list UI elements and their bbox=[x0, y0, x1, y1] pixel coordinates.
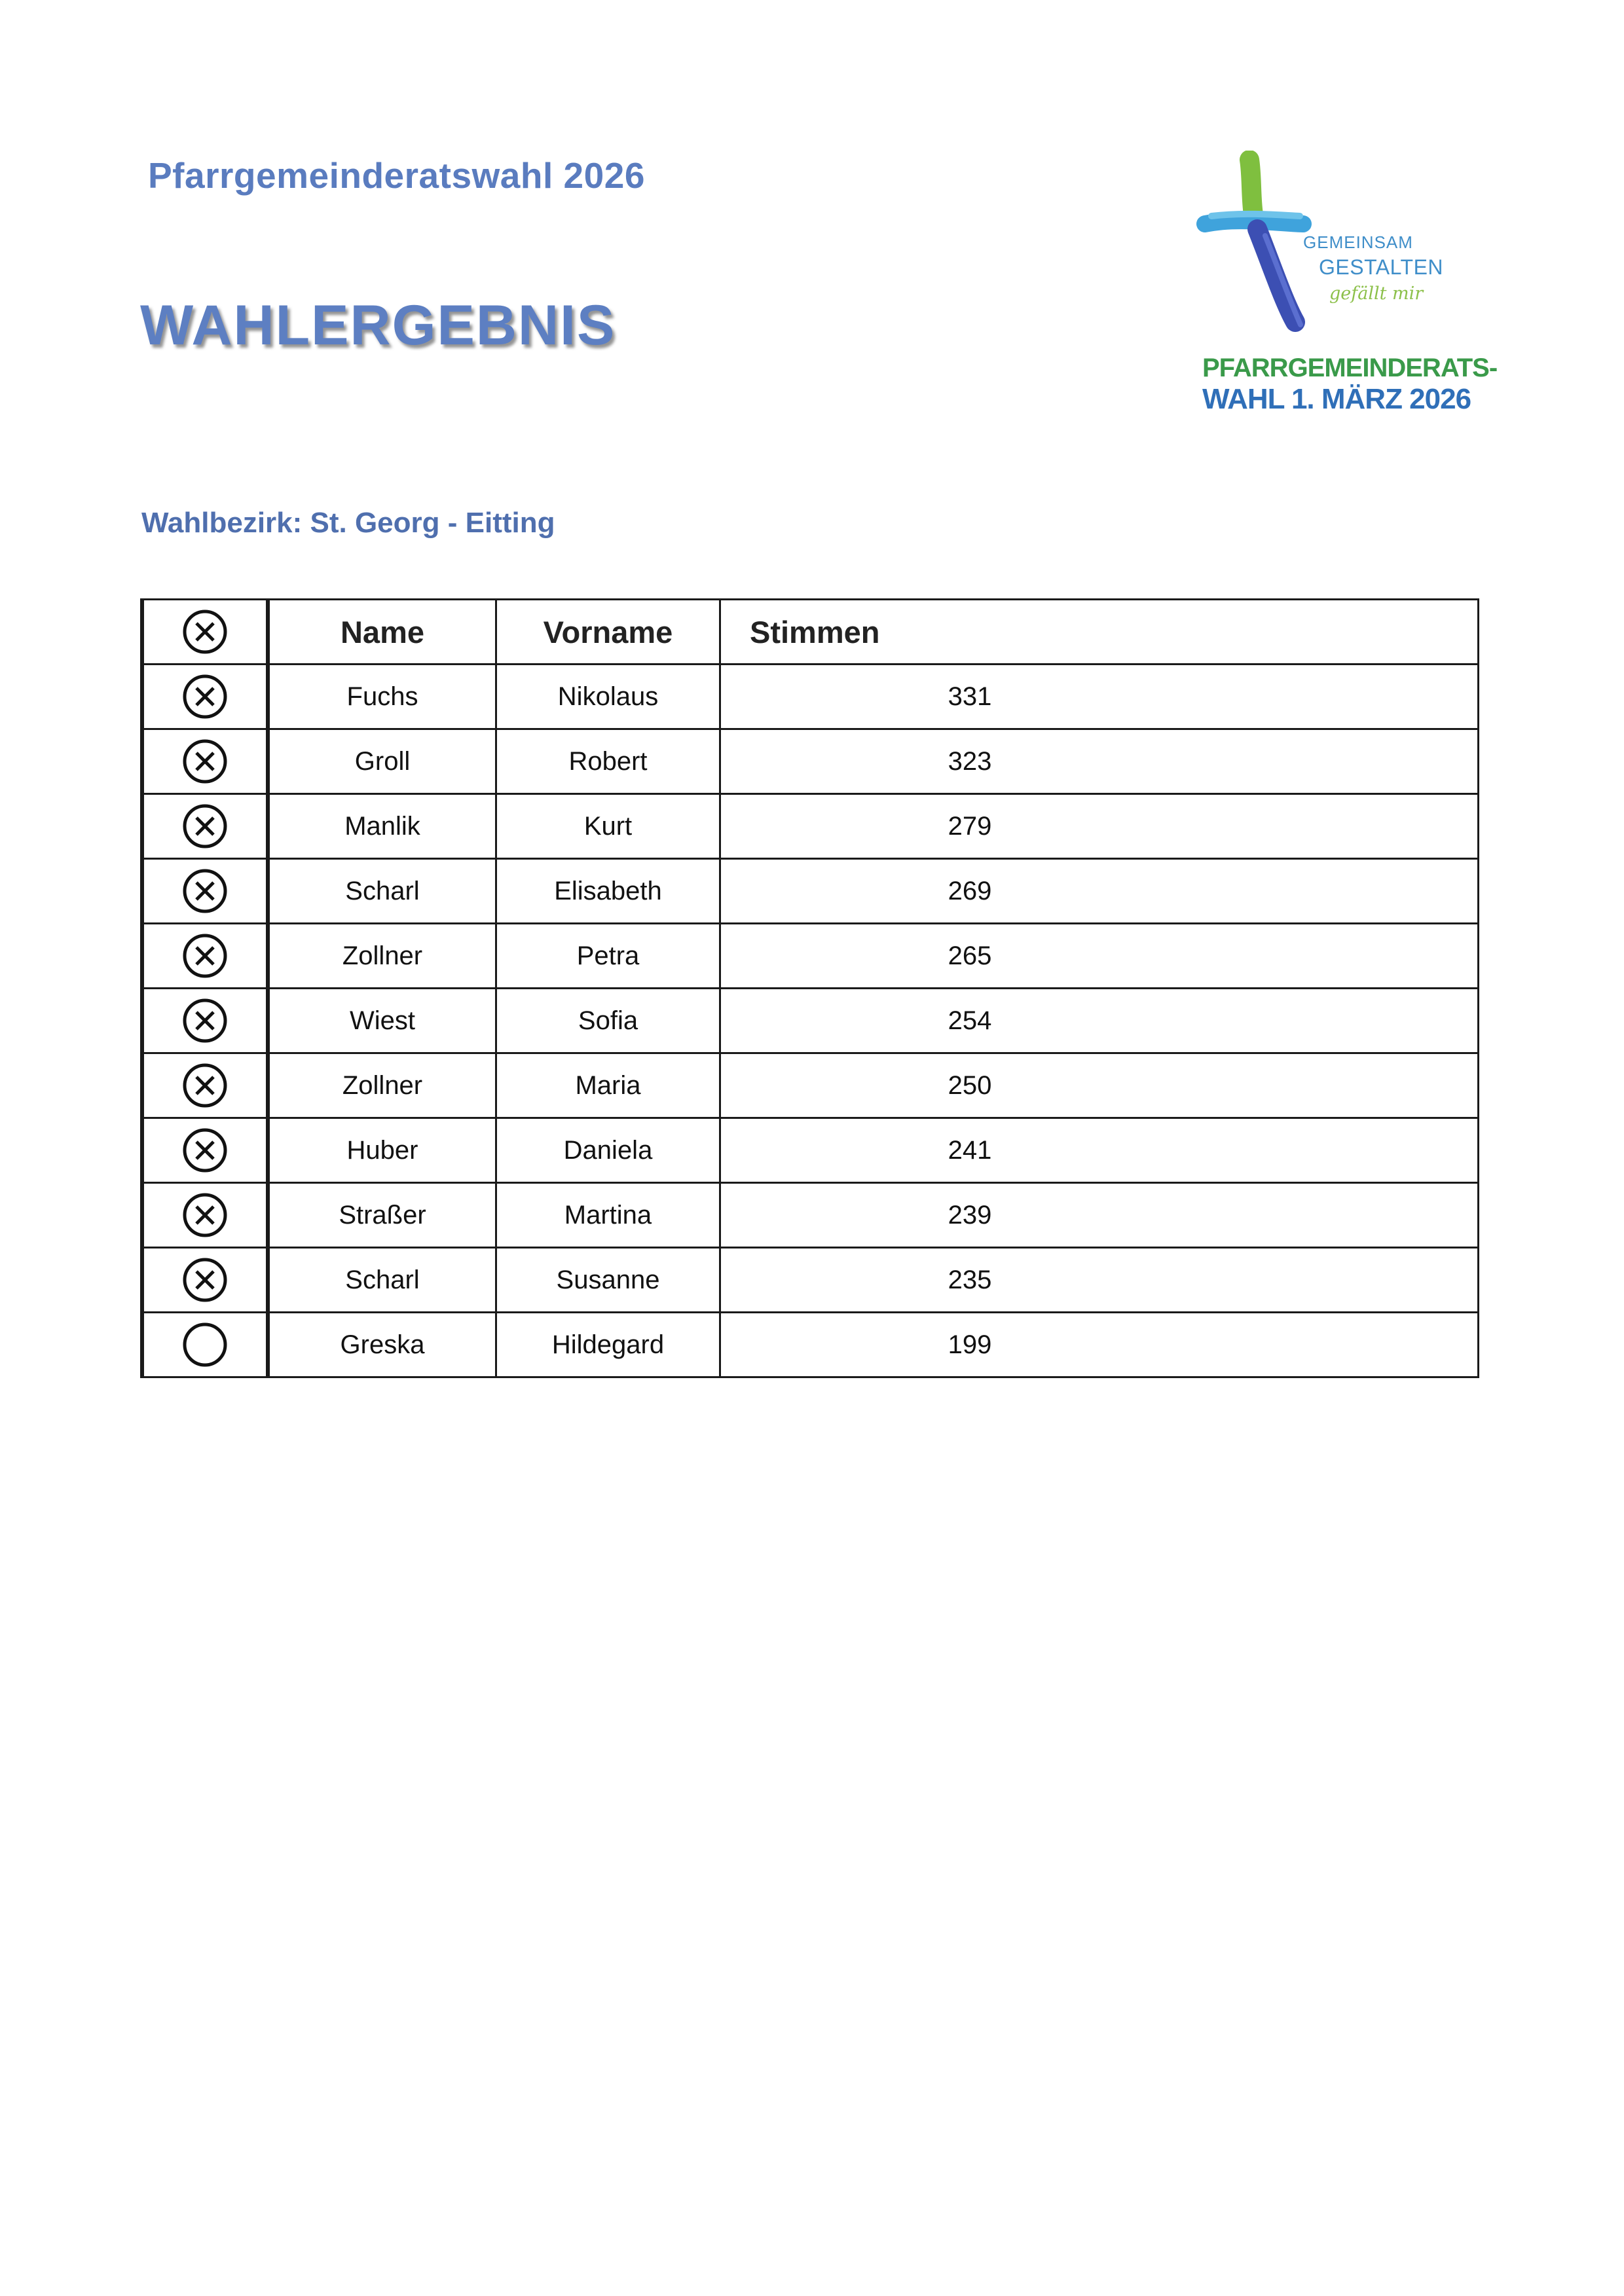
cell-votes bbox=[720, 924, 1479, 989]
mark-cell bbox=[142, 1118, 268, 1183]
election-logo bbox=[1192, 151, 1498, 439]
table-row bbox=[142, 1313, 1479, 1377]
cell-name: Zollner bbox=[268, 924, 496, 989]
mark-cell bbox=[142, 1248, 268, 1313]
cell-votes bbox=[720, 1118, 1479, 1183]
header-first-name: Vorname bbox=[496, 600, 720, 665]
table-row bbox=[142, 1118, 1479, 1183]
cell-first-name: Nikolaus bbox=[496, 665, 720, 729]
header-votes: Stimmen bbox=[720, 600, 1479, 665]
cell-first-name: Hildegard bbox=[496, 1313, 720, 1377]
logo-text-gemeinsam: GEMEINSAM bbox=[1303, 232, 1413, 252]
cell-name: Scharl bbox=[268, 859, 496, 924]
page-title: WAHLERGEBNIS bbox=[140, 294, 616, 357]
circle-x-icon bbox=[182, 1192, 228, 1238]
votes-value: 250 bbox=[948, 1070, 992, 1100]
table-row bbox=[142, 924, 1479, 989]
cell-name: Greska bbox=[268, 1313, 496, 1377]
cell-votes bbox=[720, 1313, 1479, 1377]
cell-first-name: Elisabeth bbox=[496, 859, 720, 924]
cell-first-name: Daniela bbox=[496, 1118, 720, 1183]
cell-first-name: Maria bbox=[496, 1053, 720, 1118]
circle-x-icon bbox=[182, 738, 228, 784]
logo-text-pfarrgemeinderats: PFARRGEMEINDERATS- bbox=[1202, 354, 1498, 382]
cell-first-name: Robert bbox=[496, 729, 720, 794]
mark-cell bbox=[142, 794, 268, 859]
cell-votes bbox=[720, 859, 1479, 924]
mark-cell bbox=[142, 859, 268, 924]
circle-x-icon bbox=[182, 803, 228, 849]
mark-cell bbox=[142, 989, 268, 1053]
cell-name: Scharl bbox=[268, 1248, 496, 1313]
cell-votes bbox=[720, 1183, 1479, 1248]
cell-votes bbox=[720, 1053, 1479, 1118]
votes-value: 269 bbox=[948, 876, 992, 905]
mark-cell bbox=[142, 1053, 268, 1118]
cell-first-name: Petra bbox=[496, 924, 720, 989]
cell-name: Manlik bbox=[268, 794, 496, 859]
mark-cell bbox=[142, 665, 268, 729]
table-row bbox=[142, 1183, 1479, 1248]
mark-cell bbox=[142, 729, 268, 794]
circle-x-icon bbox=[182, 933, 228, 979]
votes-value: 323 bbox=[948, 746, 992, 776]
page-header bbox=[0, 0, 1624, 539]
circle-empty-icon bbox=[182, 1322, 228, 1368]
votes-value: 235 bbox=[948, 1265, 992, 1294]
table-row bbox=[142, 859, 1479, 924]
cell-name: Zollner bbox=[268, 1053, 496, 1118]
cell-name: Groll bbox=[268, 729, 496, 794]
circle-x-icon bbox=[182, 1063, 228, 1108]
cell-votes bbox=[720, 989, 1479, 1053]
circle-x-icon bbox=[182, 1257, 228, 1303]
header-name: Name bbox=[268, 600, 496, 665]
table-row bbox=[142, 1053, 1479, 1118]
votes-value: 239 bbox=[948, 1200, 992, 1230]
logo-text-gestalten: GESTALTEN bbox=[1319, 255, 1444, 279]
cell-first-name: Kurt bbox=[496, 794, 720, 859]
circle-x-icon bbox=[182, 609, 228, 655]
header-mark-cell bbox=[142, 600, 268, 665]
circle-x-icon bbox=[182, 674, 228, 720]
cell-name: Straßer bbox=[268, 1183, 496, 1248]
results-table bbox=[140, 598, 1479, 1378]
cell-name: Huber bbox=[268, 1118, 496, 1183]
table-row bbox=[142, 1248, 1479, 1313]
cell-votes bbox=[720, 729, 1479, 794]
votes-value: 265 bbox=[948, 941, 992, 970]
page-subtitle: Pfarrgemeinderatswahl 2026 bbox=[148, 155, 645, 196]
cell-name: Fuchs bbox=[268, 665, 496, 729]
table-row bbox=[142, 665, 1479, 729]
logo-text-wahl-date: WAHL 1. MÄRZ 2026 bbox=[1202, 383, 1471, 415]
table-row bbox=[142, 794, 1479, 859]
circle-x-icon bbox=[182, 868, 228, 914]
cell-votes bbox=[720, 665, 1479, 729]
votes-value: 331 bbox=[948, 682, 992, 711]
votes-value: 241 bbox=[948, 1135, 992, 1165]
cell-first-name: Martina bbox=[496, 1183, 720, 1248]
votes-value: 279 bbox=[948, 811, 992, 841]
cell-votes bbox=[720, 1248, 1479, 1313]
mark-cell bbox=[142, 1313, 268, 1377]
cell-first-name: Sofia bbox=[496, 989, 720, 1053]
cell-votes bbox=[720, 794, 1479, 859]
cell-name: Wiest bbox=[268, 989, 496, 1053]
table-row bbox=[142, 729, 1479, 794]
table-header-row bbox=[142, 600, 1479, 665]
votes-value: 199 bbox=[948, 1330, 992, 1359]
cell-first-name: Susanne bbox=[496, 1248, 720, 1313]
table-row bbox=[142, 989, 1479, 1053]
circle-x-icon bbox=[182, 998, 228, 1044]
logo-text-gefaellt-mir: gefällt mir bbox=[1329, 283, 1424, 304]
circle-x-icon bbox=[182, 1127, 228, 1173]
district-label: Wahlbezirk: St. Georg - Eitting bbox=[141, 507, 555, 539]
mark-cell bbox=[142, 924, 268, 989]
votes-value: 254 bbox=[948, 1006, 992, 1035]
mark-cell bbox=[142, 1183, 268, 1248]
